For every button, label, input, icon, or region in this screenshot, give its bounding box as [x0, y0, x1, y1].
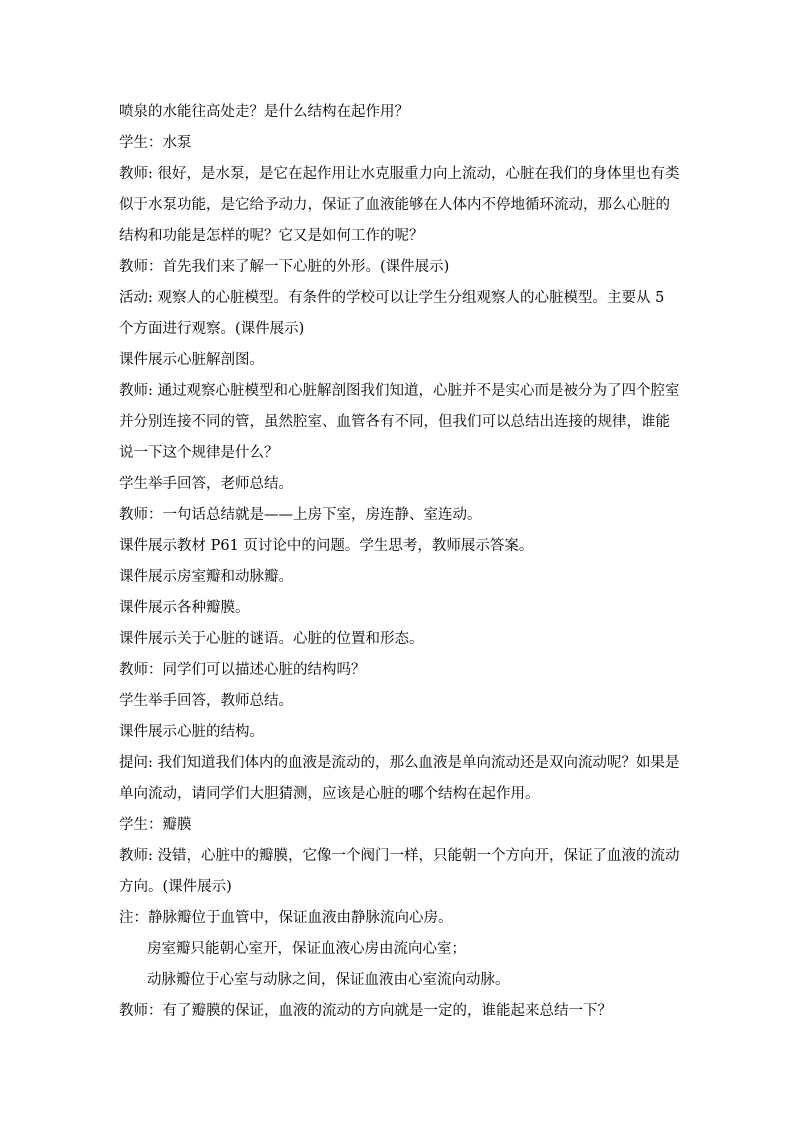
paragraph-teacher-rule: 教师: 通过观察心脏模型和心脏解剖图我们知道，心脏并不是实心而是被分为了四个腔室并分别连接不同的管，虽然腔室、血管各有不同，但我们可以总结出连接的规律，谁能说一下这个规律是什么？ [119, 383, 680, 461]
paragraph-student-response: 学生举手回答，教师总结。 [119, 693, 293, 709]
paragraph-question-flow: 提问: 我们知道我们体内的血液是流动的，那么血液是单向流动还是双向流动呢？如果是单向流动，请同学们大胆猜测，应该是心脏的哪个结构在起作用。 [119, 755, 680, 802]
paragraph-note-arterial: 动脉瓣位于心室与动脉之间，保证血液由心室流向动脉。 [147, 972, 510, 988]
paragraph-anatomy: 课件展示心脏解剖图。 [119, 352, 264, 368]
paragraph-teacher-explanation: 教师: 很好，是水泵，是它在起作用让水克服重力向上流动，心脏在我们的身体里也有类似于水泵功能，是它给予动力，保证了血液能够在人体内不停地循环流动，那么心脏的结构和功能是怎样的呢？它又是如何工作的呢？ [119, 166, 680, 244]
paragraph-student-answer: 学生：水泵 [119, 135, 192, 151]
paragraph-textbook-question: 课件展示教材 P61 页讨论中的问题。学生思考，教师展示答案。 [119, 538, 534, 554]
paragraph-membranes: 课件展示各种瓣膜。 [119, 600, 250, 616]
paragraph-student-valve: 学生：瓣膜 [119, 817, 192, 833]
paragraph-structure: 课件展示心脏的结构。 [119, 724, 264, 740]
paragraph-activity: 活动: 观察人的心脏模型。有条件的学校可以让学生分组观察人的心脏模型。主要从 5 个方面进行观察。(课件展示) [119, 290, 665, 337]
paragraph-teacher-intro: 教师：首先我们来了解一下心脏的外形。(课件展示) [119, 259, 450, 275]
paragraph-valves: 课件展示房室瓣和动脉瓣。 [119, 569, 293, 585]
paragraph-teacher-summary: 教师：一句话总结就是——上房下室，房连静、室连动。 [119, 507, 482, 523]
paragraph-teacher-question: 教师：同学们可以描述心脏的结构吗？ [119, 662, 366, 678]
paragraph-note-atrioventricular: 房室瓣只能朝心室开，保证血液心房由流向心室； [147, 941, 466, 957]
paragraph-teacher-final: 教师：有了瓣膜的保证，血液的流动的方向就是一定的，谁能起来总结一下？ [119, 1003, 612, 1019]
paragraph-riddle: 课件展示关于心脏的谜语。心脏的位置和形态。 [119, 631, 424, 647]
paragraph-teacher-valve: 教师: 没错，心脏中的瓣膜，它像一个阀门一样，只能朝一个方向开，保证了血液的流动方向。(课件展示) [119, 848, 680, 895]
document-body [119, 97, 683, 1027]
paragraph-note-venous: 注：静脉瓣位于血管中，保证血液由静脉流向心房。 [119, 910, 453, 926]
paragraph-question: 喷泉的水能往高处走？是什么结构在起作用？ [119, 104, 409, 120]
paragraph-student-summary: 学生举手回答，老师总结。 [119, 476, 293, 492]
